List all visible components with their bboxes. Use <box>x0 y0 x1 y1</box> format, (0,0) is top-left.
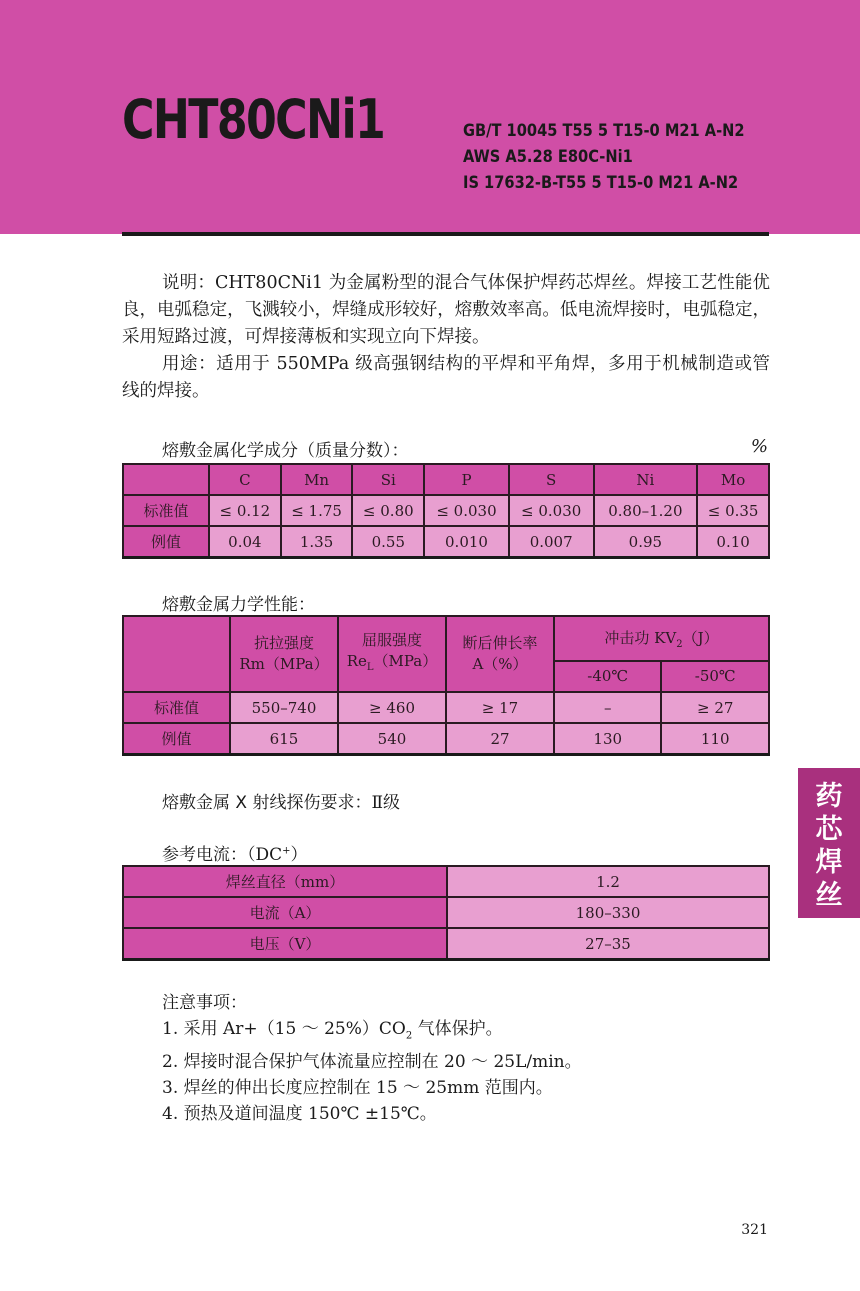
standard-gb: GB/T 10045 T55 5 T15-0 M21 A-N2 <box>463 121 745 141</box>
mech-header-elongation <box>446 616 554 692</box>
elongation-label: 断后伸长率 <box>462 634 538 652</box>
current-label-cell: 电流（A） <box>123 897 447 928</box>
mech-header-yield <box>338 616 446 692</box>
side-tab-char: 丝 <box>815 880 843 911</box>
chem-cell: ≤ 0.030 <box>509 495 594 526</box>
standards-list <box>463 118 745 196</box>
chem-header-cell: Mo <box>697 464 769 495</box>
chem-cell: 0.04 <box>209 526 281 558</box>
notes-section <box>162 990 582 1127</box>
usage-paragraph <box>122 351 770 405</box>
mech-header-row-1 <box>123 616 769 661</box>
yield-unit-main: Re <box>346 652 367 670</box>
usage-text: ：适用于 550MPa 级高强钢结构的平焊和平角焊，多用于机械制造或管线的焊接。 <box>122 354 770 401</box>
usage-label: 用途 <box>162 354 199 374</box>
mech-cell: 标准值 <box>123 692 230 723</box>
side-tab-char: 药 <box>815 781 843 812</box>
tensile-unit: Rm（MPa） <box>239 655 329 673</box>
product-model: CHT80CNi1 <box>122 88 385 151</box>
chem-cell: 0.80–1.20 <box>594 495 698 526</box>
mech-header-temp-40: -40℃ <box>554 661 661 692</box>
chem-cell: ≤ 0.80 <box>352 495 424 526</box>
impact-unit: （J） <box>682 628 719 647</box>
chem-header-cell: Ni <box>594 464 698 495</box>
note-4: 4. 预热及道间温度 150℃ ±15℃。 <box>162 1104 437 1125</box>
chem-table <box>122 463 770 559</box>
yield-label: 屈服强度 <box>361 631 422 649</box>
page-number: 321 <box>741 1222 768 1238</box>
chem-header-cell: P <box>424 464 509 495</box>
current-row-amps <box>123 897 769 928</box>
current-row-volts <box>123 928 769 960</box>
current-line <box>162 840 308 865</box>
chem-header-cell: C <box>209 464 281 495</box>
mech-header-impact <box>554 616 769 661</box>
side-tab-flux-cored-wire <box>798 768 860 918</box>
current-dc-end: ） <box>290 845 308 865</box>
description-paragraph <box>122 270 770 351</box>
mech-cell: 130 <box>554 723 661 755</box>
current-dc-main: （DC <box>247 845 283 865</box>
chem-cell: 0.10 <box>697 526 769 558</box>
elongation-unit: A（%） <box>472 655 528 673</box>
chem-header-cell: Mn <box>281 464 353 495</box>
note-1 <box>162 1016 582 1049</box>
mech-cell: ≥ 460 <box>338 692 446 723</box>
current-row-diameter <box>123 866 769 897</box>
mech-cell: ≥ 27 <box>661 692 769 723</box>
header-rule <box>122 232 769 236</box>
intro-text <box>122 270 770 405</box>
xray-title: 熔敷金属 X 射线探伤要求： <box>162 793 372 813</box>
chem-cell: 例值 <box>123 526 209 558</box>
mech-header-blank <box>123 616 230 692</box>
note-3: 3. 焊丝的伸出长度应控制在 15 ～ 25mm 范围内。 <box>162 1078 553 1099</box>
mech-cell: 550–740 <box>230 692 338 723</box>
yield-unit-sub: L <box>366 662 374 673</box>
chem-header-row <box>123 464 769 495</box>
impact-sub: 2 <box>676 638 683 650</box>
mech-row-standard <box>123 692 769 723</box>
mech-cell: 110 <box>661 723 769 755</box>
mech-cell: 27 <box>446 723 554 755</box>
xray-value: Ⅱ级 <box>371 793 401 813</box>
mech-header-temp-50: -50℃ <box>661 661 769 692</box>
current-dc-sup: + <box>282 845 291 857</box>
mech-title: 熔敷金属力学性能： <box>162 595 315 615</box>
chem-cell: 0.010 <box>424 526 509 558</box>
description-label: 说明 <box>162 273 198 293</box>
current-dc <box>247 845 308 865</box>
chem-cell: ≤ 0.35 <box>697 495 769 526</box>
note-2: 2. 焊接时混合保护气体流量应控制在 20 ～ 25L/min。 <box>162 1052 582 1073</box>
chem-cell: 标准值 <box>123 495 209 526</box>
chem-row-standard <box>123 495 769 526</box>
mech-cell: ≥ 17 <box>446 692 554 723</box>
chem-cell: 1.35 <box>281 526 353 558</box>
note-1-sub: 2 <box>405 1030 413 1042</box>
chem-header-cell: Si <box>352 464 424 495</box>
chem-header-cell <box>123 464 209 495</box>
mech-cell: – <box>554 692 661 723</box>
header-band <box>0 0 860 234</box>
note-1-text-a: 1. 采用 Ar+（15 ～ 25%）CO <box>162 1019 406 1039</box>
mech-header-tensile <box>230 616 338 692</box>
description-text: ：CHT80CNi1 为金属粉型的混合气体保护焊药芯焊丝。焊接工艺性能优良，电弧稳定，飞溅较小，焊缝成形较好，熔敷效率高。低电流焊接时，电弧稳定，采用短路过渡，可焊接薄板和实现立向下焊接。 <box>122 273 771 347</box>
chem-cell: 0.007 <box>509 526 594 558</box>
mech-table <box>122 615 770 756</box>
chem-unit: % <box>750 436 768 457</box>
notes-title: 注意事项： <box>162 993 247 1013</box>
chem-cell: ≤ 0.030 <box>424 495 509 526</box>
chem-title: 熔敷金属化学成分（质量分数）： <box>162 441 409 461</box>
current-label-cell: 焊丝直径（mm） <box>123 866 447 897</box>
side-tab-char: 焊 <box>815 847 843 878</box>
xray-line <box>162 788 400 813</box>
chem-cell: 0.55 <box>352 526 424 558</box>
mech-row-example <box>123 723 769 755</box>
tensile-label: 抗拉强度 <box>253 634 314 652</box>
mech-cell: 615 <box>230 723 338 755</box>
note-1-text-b: 气体保护。 <box>412 1019 503 1039</box>
chem-cell: ≤ 1.75 <box>281 495 353 526</box>
side-tab-char: 芯 <box>815 814 843 845</box>
chem-cell: ≤ 0.12 <box>209 495 281 526</box>
current-table <box>122 865 770 961</box>
chem-cell: 0.95 <box>594 526 698 558</box>
mech-cell: 例值 <box>123 723 230 755</box>
current-value-cell: 1.2 <box>447 866 769 897</box>
yield-unit-rest: （MPa） <box>373 652 438 670</box>
current-title: 参考电流： <box>162 845 247 865</box>
impact-label: 冲击功 KV <box>604 628 677 647</box>
standard-is: IS 17632-B-T55 5 T15-0 M21 A-N2 <box>463 173 739 193</box>
current-label-cell: 电压（V） <box>123 928 447 960</box>
chem-row-example <box>123 526 769 558</box>
standard-aws: AWS A5.28 E80C-Ni1 <box>463 147 633 167</box>
mech-cell: 540 <box>338 723 446 755</box>
current-value-cell: 180–330 <box>447 897 769 928</box>
current-value-cell: 27–35 <box>447 928 769 960</box>
chem-header-cell: S <box>509 464 594 495</box>
